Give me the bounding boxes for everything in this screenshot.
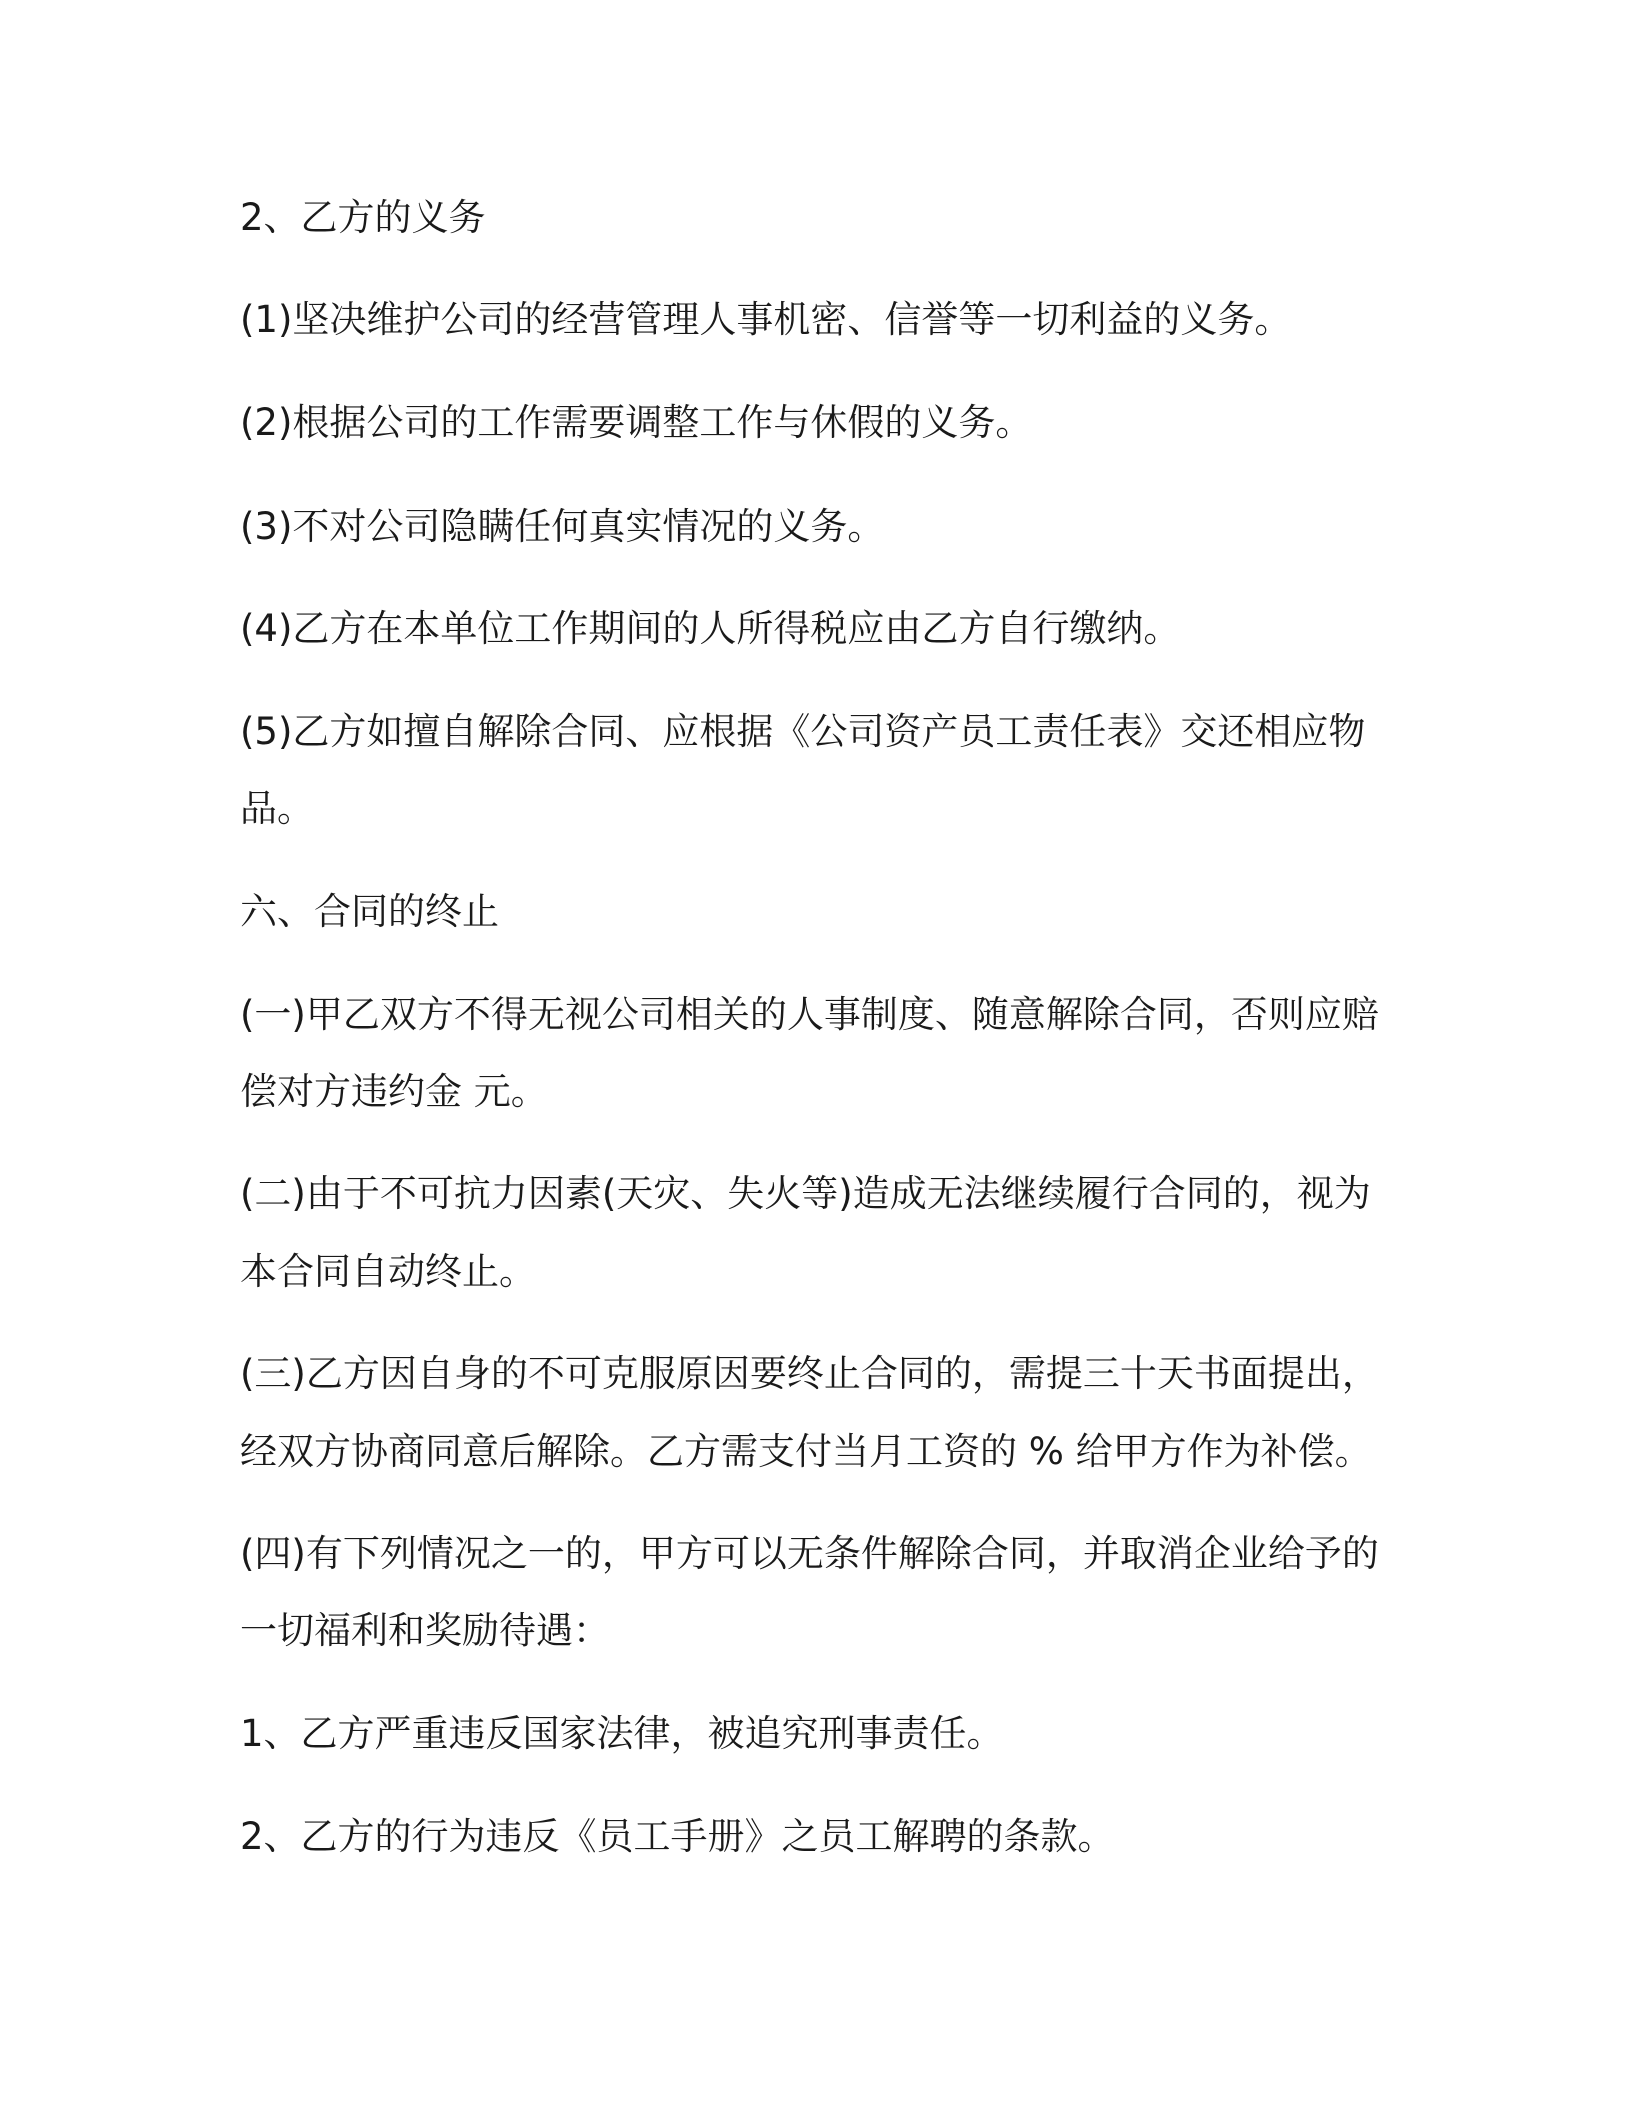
section-heading-obligations: 2、乙方的义务 — [240, 196, 486, 239]
paragraph-line: 2、乙方的行为违反《员工手册》之员工解聘的条款。 — [240, 1815, 1115, 1858]
paragraph-line: (三)乙方因自身的不可克服原因要终止合同的，需提三十天书面提出， — [240, 1352, 1379, 1395]
paragraph-line: 1、乙方严重违反国家法律，被追究刑事责任。 — [240, 1712, 1004, 1755]
paragraph-line: 本合同自动终止。 — [240, 1250, 536, 1293]
paragraph-line: (4)乙方在本单位工作期间的人所得税应由乙方自行缴纳。 — [240, 607, 1181, 650]
paragraph-line: (5)乙方如擅自解除合同、应根据《公司资产员工责任表》交还相应物 — [240, 710, 1366, 753]
paragraph-line: 品。 — [240, 787, 314, 830]
paragraph-line: (1)坚决维护公司的经营管理人事机密、信誉等一切利益的义务。 — [240, 298, 1292, 341]
section-heading-termination: 六、合同的终止 — [240, 890, 499, 933]
paragraph-line: 偿对方违约金 元。 — [240, 1070, 548, 1113]
paragraph-line: (四)有下列情况之一的，甲方可以无条件解除合同，并取消企业给予的 — [240, 1532, 1379, 1575]
paragraph-line: (一)甲乙双方不得无视公司相关的人事制度、随意解除合同，否则应赔 — [240, 993, 1379, 1036]
paragraph-line: 一切福利和奖励待遇： — [240, 1609, 610, 1652]
paragraph-line: (3)不对公司隐瞒任何真实情况的义务。 — [240, 505, 885, 548]
paragraph-line: 经双方协商同意后解除。乙方需支付当月工资的 % 给甲方作为补偿。 — [240, 1430, 1372, 1473]
paragraph-line: (二)由于不可抗力因素(天灾、失火等)造成无法继续履行合同的，视为 — [240, 1172, 1371, 1215]
paragraph-line: (2)根据公司的工作需要调整工作与休假的义务。 — [240, 401, 1033, 444]
